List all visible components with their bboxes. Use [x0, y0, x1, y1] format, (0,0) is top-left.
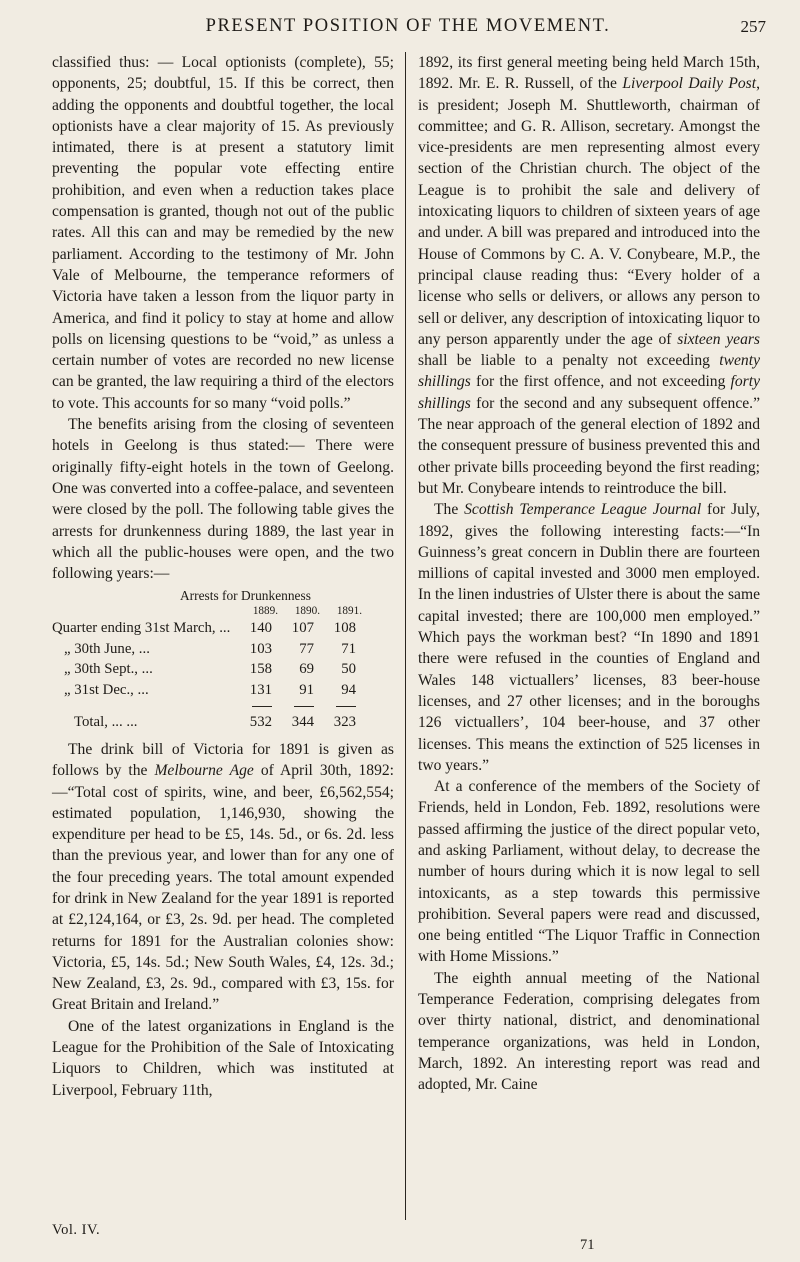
- newspaper-title: Melbourne Age: [154, 762, 254, 780]
- table-year-headers: [236, 604, 394, 618]
- cell-1891: 94: [341, 681, 356, 698]
- cell-1890: 69: [299, 661, 314, 678]
- paragraph-local-option: classified thus: — Local optionists (complete), 55; opponents, 25; doubtful, 15. If this be correct, then adding the opponents and doubtful together, the local optionists have a clear majority of 15. As previously intimated, there is at present a statutory limit preventing the popular vote effecting entire prohibition, and even when a reduction takes place compensation is granted, though not out of the public rates. All this can and may be remedied by the new parliament. According to the testimony of Mr. John Vale of Melbourne, the temperance reformers of Victoria have taken a lesson from the liquor party in America, and find it policy to stay at home and allow polls on licensing questions to be “void,” as unless a certain number of votes are recorded no new license can be granted, the law requiring a third of the electors to vote. This accounts for so many “void polls.”: [52, 54, 394, 412]
- row-label: „ 30th June, ...: [64, 640, 150, 657]
- running-head-title: PRESENT POSITION OF THE MOVEMENT.: [205, 16, 611, 36]
- left-column: [52, 52, 394, 1101]
- newspaper-title: Liverpool Daily Post: [622, 75, 757, 93]
- table-row: [52, 618, 394, 639]
- row-label: „ 30th Sept., ...: [64, 661, 153, 678]
- paragraph-league-bill: 1892, its first general meeting being held March 15th, 1892. Mr. E. R. Russell, of the Liverpool Daily Post, is president; Joseph M. Shuttleworth, chairman of committee; and G. R. Allison, secretary. Amongst the vice-presidents are men representing almost every section of the Christian church. The object of the League is to prohibit the sale and delivery of intoxicating liquors to children of sixteen years of age and under. A bill was prepared and introduced into the House of Commons by C. A. V. Conybeare, M.P., the principal clause reading thus: “Every holder of a license who sells or delivers, or allows any person to sell or deliver, any description of intoxicating liquor to any person apparently under the age of sixteen years shall be liable to a penalty not exceeding twenty shillings for the first offence, and not exceeding forty shillings for the second and any subsequent offence.” The near approach of the general election of 1892 and the consequent pressure of business prevented this and other private bills proceeding beyond the first reading; but Mr. Conybeare intends to reintroduce the bill.: [418, 54, 761, 497]
- emphasis-text: sixteen years: [677, 330, 761, 348]
- right-column: [418, 52, 760, 1096]
- cell-1891: 50: [341, 661, 356, 678]
- table-row: [52, 639, 394, 660]
- journal-title: Scottish Temperance League Journal: [464, 501, 702, 519]
- table-total-row: [52, 712, 394, 733]
- volume-mark: Vol. IV.: [52, 1222, 101, 1238]
- paragraph-scottish-journal: The Scottish Temperance League Journal for July, 1892, gives the following interesting facts:—“In Guinness’s great concern in Dublin there are fourteen millions of capital invested and 3000 men employed. In the linen industries of Ulster there is about the same capital invested; there are 100,000 men employed.” Which pays the workman best? “In 1890 and 1891 there were refused in the counties of England and Wales 148 victuallers’ licenses, 83 beer-house licenses, and 27 other licenses; and in the boroughs 126 victuallers’, 104 beer-house, and 37 other licenses. This means the extinction of 525 licenses in two years.”: [418, 501, 760, 774]
- drunkenness-arrests-table: [52, 588, 394, 733]
- year-header: 1891.: [336, 605, 362, 618]
- year-header: 1889.: [252, 605, 278, 618]
- column-divider: [405, 52, 406, 1220]
- table-row: [52, 659, 394, 680]
- cell-1890: 77: [299, 640, 314, 657]
- running-head: [50, 16, 766, 42]
- cell-1891: 108: [333, 620, 356, 637]
- emphasis-text: forty shillings: [418, 373, 760, 412]
- row-label: „ 31st Dec., ...: [64, 681, 149, 698]
- year-header: 1890.: [294, 605, 320, 618]
- cell-1890: 91: [299, 681, 314, 698]
- signature-mark: 71: [580, 1237, 595, 1253]
- total-label: Total, ... ...: [74, 714, 138, 731]
- row-label: Quarter ending 31st March, ...: [52, 620, 231, 637]
- paragraph-league-children: One of the latest organizations in England is the League for the Prohibition of the Sale of Intoxicating Liquors to Children, which was instituted at Liverpool, February 11th,: [52, 1017, 394, 1099]
- table-row: [52, 680, 394, 701]
- cell-1889: 131: [249, 681, 272, 698]
- page-number: 257: [740, 17, 766, 36]
- total-1889: 532: [249, 714, 272, 731]
- paragraph-society-of-friends: At a conference of the members of the Society of Friends, held in London, Feb. 1892, resolutions were passed affirming the justice of the direct popular veto, and asking Parliament, without delay, to decrease the number of hours during which it is now legal to sell intoxicants, as a step towards this permissive prohibition. Several papers were read and discussed, one being entitled “The Liquor Traffic in Connection with Home Missions.”: [418, 778, 760, 966]
- paragraph-temperance-federation: The eighth annual meeting of the National Temperance Federation, comprising delegates from over thirty national, district, and denominational temperance organizations, was held in London, March, 1892. An interesting report was read and adopted, Mr. Caine: [418, 969, 760, 1094]
- cell-1889: 103: [249, 640, 272, 657]
- paragraph-victoria-drink-bill: The drink bill of Victoria for 1891 is given as follows by the Melbourne Age of April 30th, 1892:—“Total cost of spirits, wine, and beer, £6,562,554; estimated population, 1,146,930, showing the expenditure per head to be £5, 14s. 5d., or 6s. 2d. less than the previous year, and lower than for any one of the four preceding years. The total amount expended for drink in New Zealand for the year 1891 is reported at £2,124,164, or £3, 2s. 9d. per head. The completed returns for 1891 for the Australian colonies show: Victoria, £5, 14s. 5d.; New South Wales, £4, 12s. 3d.; New Zealand, £3, 2s. 9d., compared with £3, 15s. for Great Britain and Ireland.”: [52, 740, 395, 1014]
- cell-1890: 107: [291, 620, 314, 637]
- paragraph-geelong-hotels: The benefits arising from the closing of seventeen hotels in Geelong is thus stated:— There were originally fifty-eight hotels in the town of Geelong. One was converted into a coffee-palace, and seventeen were closed by the poll. The following table gives the arrests for drunkenness during 1889, the last year in which all the public-houses were open, and the two following years:—: [52, 416, 394, 583]
- cell-1889: 158: [249, 661, 272, 678]
- total-rule: [248, 700, 394, 712]
- total-1891: 323: [333, 714, 356, 731]
- emphasis-text: twenty shillings: [418, 352, 760, 391]
- cell-1889: 140: [249, 620, 272, 637]
- total-1890: 344: [291, 714, 314, 731]
- cell-1891: 71: [341, 640, 356, 657]
- table-caption: Arrests for Drunkenness: [180, 588, 311, 604]
